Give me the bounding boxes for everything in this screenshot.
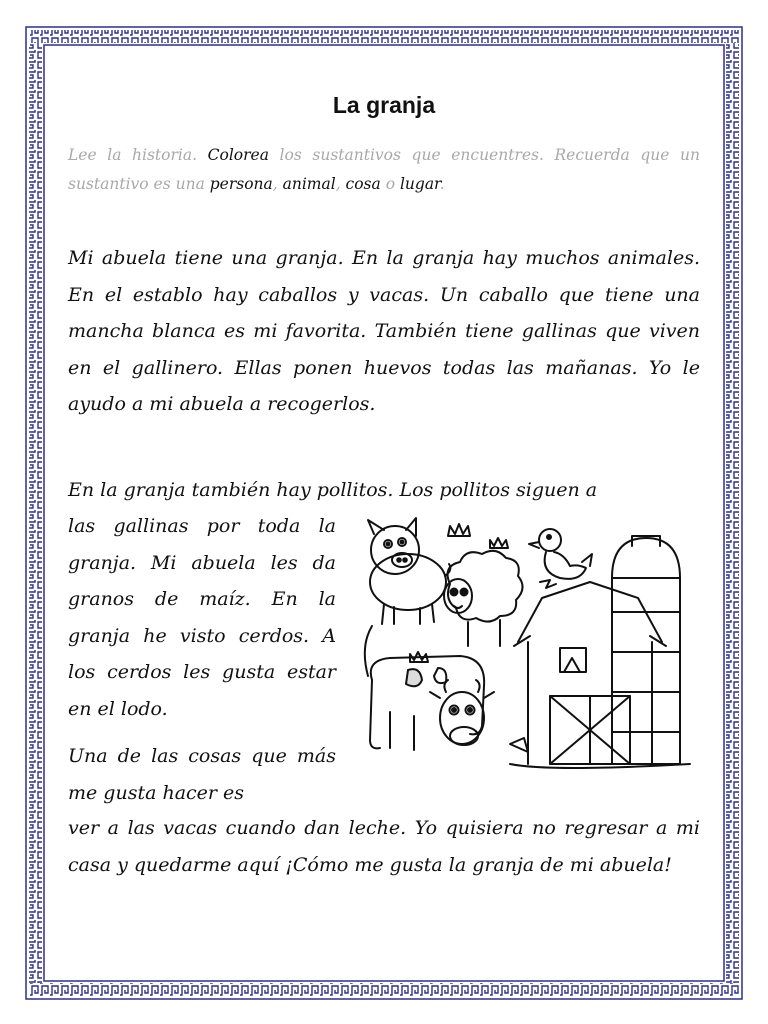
instr-persona: persona xyxy=(209,175,273,193)
instr-text-2: los sustantivos que encuentres. Recuerda que un sustantivo es una xyxy=(68,146,700,193)
instr-end: . xyxy=(439,175,445,193)
instr-text-1: Lee la historia. xyxy=(68,146,208,164)
story-paragraph-3-rest: ver a las vacas cuando dan leche. Yo quisiera no regresar a mi casa y quedarme aquí ¡Cómo me gusta la granja de mi abuela! xyxy=(68,817,700,876)
barn-icon xyxy=(510,582,690,768)
pig-icon xyxy=(368,518,450,624)
sheep-icon xyxy=(444,551,523,646)
grass-tuft-icon xyxy=(490,538,508,548)
instr-sep-2: , xyxy=(335,175,346,193)
story-paragraph-2-line-1: En la granja también hay pollitos. Los pollitos siguen a xyxy=(68,479,598,501)
instr-sep-3: o xyxy=(380,175,400,193)
cow-icon xyxy=(365,626,494,750)
story-paragraph-1: Mi abuela tiene una granja. En la granja hay muchos animales. En el establo hay caballos y vacas. Un caballo que tiene una mancha blanca es mi favorita. También tiene gallinas que viven en el gallinero. Ellas ponen huevos todas las mañanas. Yo le ayudo a mi abuela a recogerlos. xyxy=(68,247,700,415)
farm-illustration xyxy=(350,512,705,790)
instr-sep-1: , xyxy=(272,175,283,193)
story-paragraph-2-column: las gallinas por toda la granja. Mi abuela les da granos de maíz. En la granja he visto cerdos. A los cerdos les gusta estar en el lodo. xyxy=(68,515,336,720)
instr-animal: animal xyxy=(282,175,336,193)
instr-colorea: Colorea xyxy=(207,146,269,164)
grass-tuft-icon xyxy=(448,524,470,536)
instr-lugar: lugar xyxy=(399,175,440,193)
page-title: La granja xyxy=(332,92,436,118)
story-paragraph-3-column: Una de las cosas que más me gusta hacer es xyxy=(68,745,336,804)
instructions xyxy=(68,141,700,199)
silo-icon xyxy=(612,536,680,764)
instr-cosa: cosa xyxy=(345,175,381,193)
duck-icon xyxy=(529,529,592,588)
